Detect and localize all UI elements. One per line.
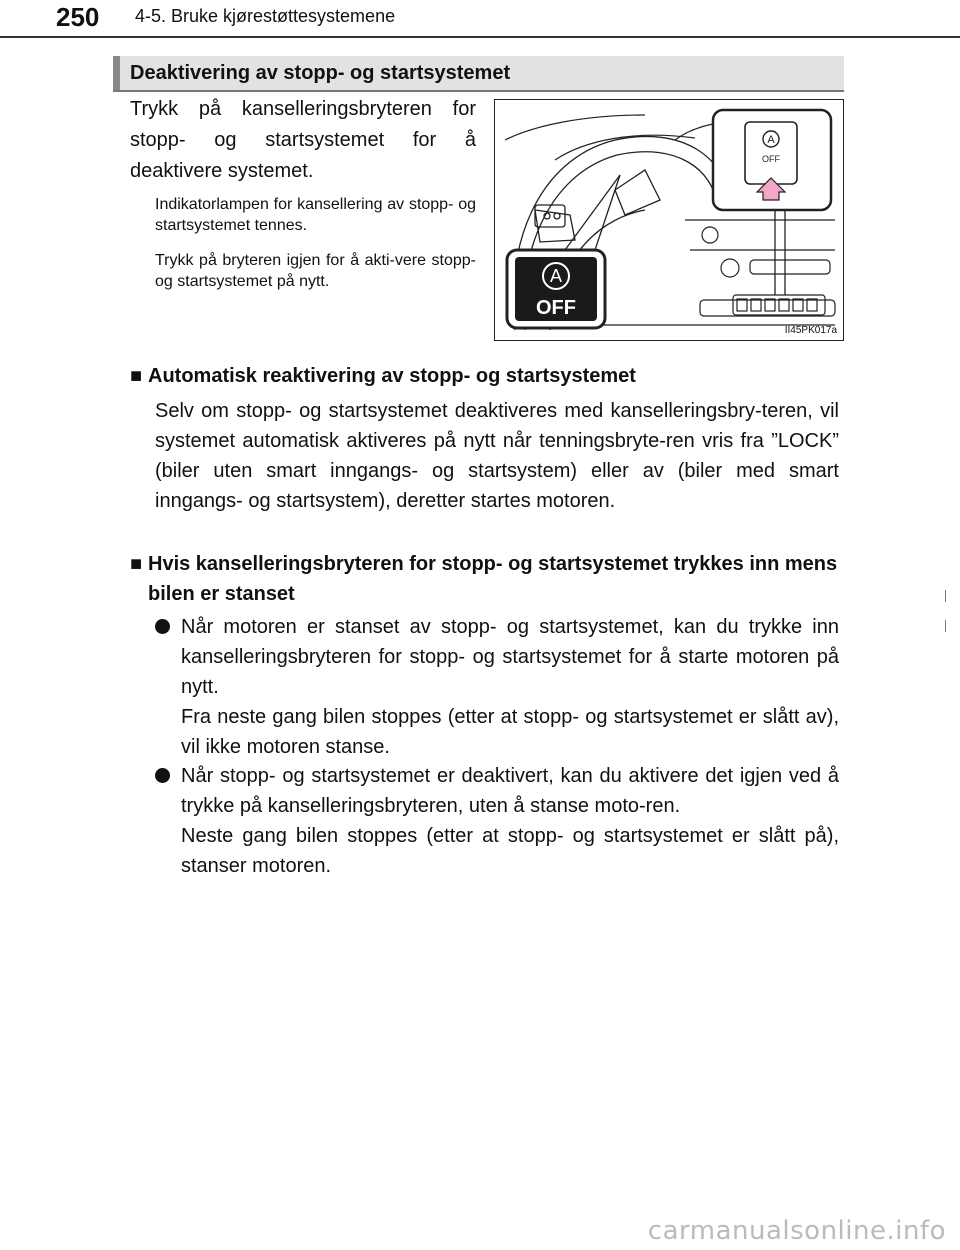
bullet-text: Når stopp- og startsystemet er deaktivert, kan du aktivere det igjen ved å trykke på kanselleringsbryteren, uten å stanse moto-ren. [181,765,839,817]
page-number: 250 [56,2,100,32]
inset-pointer-line-a [565,175,620,250]
chapter-title: 4-5. Bruke kjørestøttesystemene [135,6,396,26]
bullet-extra: Fra neste gang bilen stoppes (etter at stopp- og startsystemet er slått av), vil ikke motoren stanse. [181,706,839,758]
note-indicator: Indikatorlampen for kansellering av stopp- og startsystemet tennes. [155,196,476,234]
dashboard-drawing [495,100,843,340]
section-bar-accent [113,56,120,90]
header-divider [0,36,960,38]
switch-label-off: OFF [762,154,780,164]
section-title: Deaktivering av stopp- og startsystemet [130,62,511,84]
switch-label-a: A [767,134,775,146]
bullet-extra: Neste gang bilen stoppes (etter at stopp- og startsystemet er slått på), stanser motoren. [181,825,839,877]
dashboard-illustration [494,99,844,341]
round-bullet-icon [155,768,170,783]
square-bullet-icon: ■ [130,553,143,575]
figure-code: II45PK017a [784,325,837,336]
margin-tick [945,620,946,632]
inset-pointer-line-b [595,175,620,250]
subsection-heading-reactivation [130,361,840,391]
subsection-heading-stopped [130,549,842,609]
note-reactivate: Trykk på bryteren igjen for å akti-vere stopp- og startsystemet på nytt. [155,252,476,290]
watermark: carmanualsonline.info [647,1216,946,1246]
round-bullet-icon [155,619,170,634]
inset-label-a: A [549,266,563,286]
subsection-heading-text: Automatisk reaktivering av stopp- og startsystemet [148,365,636,387]
margin-tick [945,590,946,602]
subsection-heading-text: Hvis kanselleringsbryteren for stopp- og startsystemet trykkes inn mens bilen er stanset [148,553,838,605]
square-bullet-icon: ■ [130,365,143,387]
bullet-item [155,761,839,881]
bullet-text: Når motoren er stanset av stopp- og startsystemet, kan du trykke inn kanselleringsbryteren for stopp- og startsystemet for å starte motoren på nytt. [181,616,839,698]
bullet-item [155,612,839,762]
inset-label-off: OFF [536,297,576,319]
reactivation-paragraph: Selv om stopp- og startsystemet deaktiveres med kanselleringsbry-teren, vil systemet automatisk aktiveres på nytt når tenningsbryte-ren vris fra ”LOCK” (biler uten smart inngangs- og startsystem) eller av (biler med smart inngangs- og startsystem), deretter startes motoren. [155,400,839,512]
section-title-bar [113,56,844,92]
intro-paragraph: Trykk på kanselleringsbryteren for stopp- og startsystemet for å deaktivere systemet. [130,98,476,182]
